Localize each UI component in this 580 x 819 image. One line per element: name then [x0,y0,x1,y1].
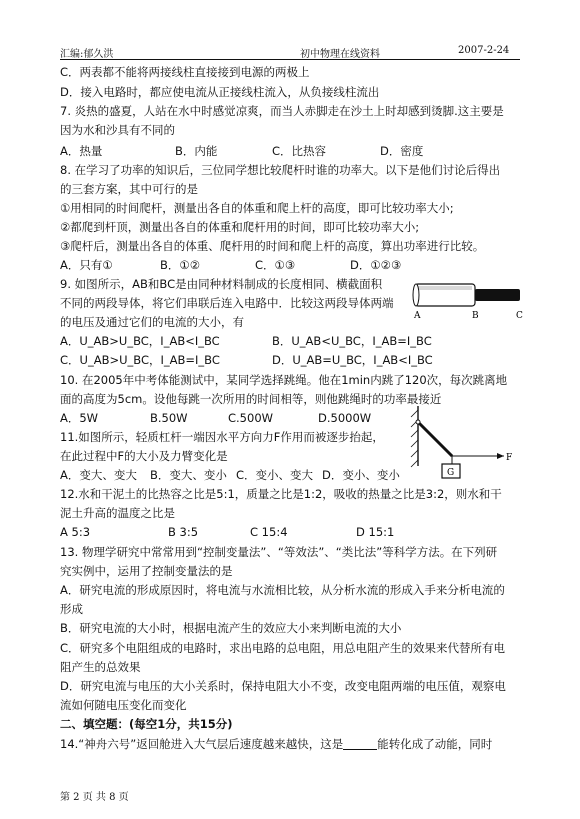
option-d: D．U_AB=U_BC，I_AB<I_BC [272,353,433,367]
question-10: 10. 在2005年中考体能测试中，某同学选择跳绳。他在1min内跳了120次，每次跳离地 [60,373,508,387]
question-14 [60,736,530,753]
option-c: C.500W [228,411,274,425]
question-8-plan-3: ③爬杆后，测量出各自的体重、爬杆用的时间和爬上杆的高度，算出功率进行比较。 [60,239,485,253]
wall-hatch [411,430,418,437]
page-footer: 第 2 页 共 8 页 [60,792,129,803]
question-7: 7. 炎热的盛夏，人站在水中时感觉凉爽，而当人赤脚走在沙土上时却感到烫脚.这主要是 [60,104,504,118]
question-14-text: 14.“神舟六号”返回舱进入大气层后速度越来越快，这是 [60,737,344,751]
question-13-option-c-cont: 阻产生的总效果 [60,660,141,674]
option-b: B．变大、变小 [150,468,227,482]
option-b: B．U_AB<U_BC，I_AB=I_BC [272,334,432,348]
question-8-plan-1: ①用相同的时间爬杆，测量出各自的体重和爬上杆的高度，即可比较功率大小; [60,201,454,215]
option-c: C 15:4 [250,525,288,539]
option-a: A 5:3 [60,525,91,539]
question-9-cont: 的电压及通过它们的电流的大小，有 [60,315,244,329]
option-d: D．变小、变小 [322,468,400,482]
question-9: 9. 如图所示，AB和BC是由同种材料制成的长度相同、横截面积 [60,277,383,291]
question-7-cont: 因为水和沙具有不同的 [60,123,175,137]
label-g: G [447,468,455,478]
option-d: D 15:1 [356,525,395,539]
option-b: B．内能 [175,144,218,158]
option-c: C．①③ [255,258,296,272]
option-a: A．只有① [60,258,113,272]
option-a: A．变大、变大 [60,468,137,482]
option-d: D.5000W [318,411,372,425]
question-9-cont: 不同的两段导体，将它们串联后连入电路中．比较这两段导体两端 [60,296,394,310]
option-a: A．热量 [60,144,103,158]
header-date: 2007-2-24 [458,45,510,56]
lever-figure [406,404,516,486]
question-13-option-b: B．研究电流的大小时，根据电流产生的效应大小来判断电流的大小 [60,621,402,635]
label-b: B [472,311,479,321]
thin-conductor [475,289,520,301]
option-b: B.50W [150,411,188,425]
conductor-figure [408,276,528,322]
pivot [416,420,420,424]
header-rule [60,59,520,60]
option-b: B 3:5 [168,525,199,539]
question-14-text-cont: 能转化成了动能，同时 [377,737,493,751]
conductor-shading [418,286,472,290]
option-d: D．密度 [380,144,424,158]
question-11-cont: 在此过程中F的大小及力臂变化是 [60,449,228,463]
label-a: A [414,311,421,321]
question-8-cont: 的三套方案，其中可行的是 [60,182,198,196]
question-13-option-a: A．研究电流的形成原因时，将电流与水流相比较，从分析水流的形成入手来分析电流的 [60,583,505,597]
header-author: 汇编:郁久洪 [60,49,114,60]
wall-hatch [411,410,418,417]
conductor-end [413,284,419,306]
header-title: 初中物理在线资料 [300,49,380,60]
question-10-cont: 面的高度为5cm。设他每跳一次所用的时间相等，则他跳绳时的功率最接近 [60,392,442,406]
question-13-cont: 究实例中，运用了控制变量法的是 [60,564,233,578]
question-13-option-c: C．研究多个电阻组成的电路时，求出电路的总电阻，用总电阻产生的效果来代替所有电 [60,641,506,655]
option-c: C．比热容 [272,144,327,158]
text-line: C．两表都不能将两接线柱直接接到电源的两极上 [60,65,310,79]
option-c: C．U_AB>U_BC，I_AB=I_BC [60,353,220,367]
question-13-option-d: D．研究电流与电压的大小关系时，保持电阻大小不变，改变电阻两端的电压值，观察电 [60,679,506,693]
question-13-option-a-cont: 形成 [60,602,83,616]
question-12-cont: 泥土升高的温度之比是 [60,506,175,520]
lever-bar [418,422,452,456]
arrow-head [497,453,504,459]
label-f: F [506,453,513,463]
wall-hatch [411,460,418,467]
option-c: C．变小、变大 [236,468,314,482]
question-8: 8. 在学习了功率的知识后，三位同学想比较爬杆时谁的功率大。以下是他们讨论后得出 [60,163,501,177]
section-heading: 二、填空题：(每空1分，共15分) [60,717,233,731]
question-8-plan-2: ②都爬到杆顶，测量出各自的体重和爬杆用的时间，即可比较功率大小; [60,220,420,234]
question-12: 12.水和干泥土的比热容之比是5:1，质量之比是1:2，吸收的热量之比是3:2，则水和干 [60,487,502,501]
text-line: D．接入电路时，都应使电流从正接线柱流入，从负接线柱流出 [60,85,380,99]
option-a: A．5W [60,411,99,425]
question-13: 13. 物理学研究中常常用到“控制变量法”、“等效法”、“类比法”等科学方法。在下列研 [60,545,498,559]
wall-hatch [411,450,418,457]
question-13-option-d-cont: 流如何随电压变化而变化 [60,698,187,712]
option-d: D．①②③ [350,258,402,272]
option-a: A．U_AB>U_BC，I_AB<I_BC [60,334,220,348]
question-11: 11.如图所示，轻质杠杆一端因水平方向力F作用而被逐步抬起， [60,430,384,444]
answer-blank[interactable] [343,737,377,750]
label-c: C [516,311,523,321]
wall-hatch [411,440,418,447]
option-b: B．①② [160,258,201,272]
